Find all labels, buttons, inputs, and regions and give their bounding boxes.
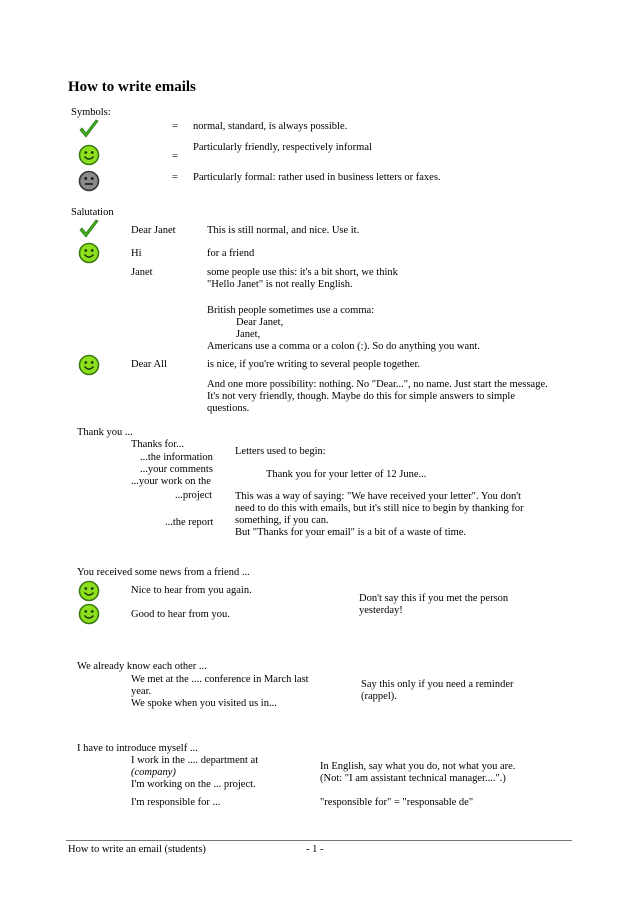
intro-note: In English, say what you do, not what you are. [320, 761, 516, 772]
salutation-desc: is nice, if you're writing to several people together. [207, 359, 420, 370]
page-number: - 1 - [306, 844, 324, 855]
smiley-icon [78, 242, 100, 264]
more-note: It's not very friendly, though. Maybe do this for simple answers to simple [207, 391, 515, 402]
salutation-desc: some people use this: it's a bit short, we think [207, 267, 398, 278]
salutation-desc: "Hello Janet" is not really English. [207, 279, 353, 290]
intro-note: "responsible for" = "responsable de" [320, 797, 474, 808]
comma-note: Americans use a comma or a colon (:). So do anything you want. [207, 341, 480, 352]
intro-note: (Not: "I am assistant technical manager....".) [320, 773, 506, 784]
salutation-term: Dear All [131, 359, 167, 370]
know-phrase: We met at the .... conference in March last [131, 674, 309, 685]
thanks-phrase: Thanks for... [131, 439, 185, 450]
intro-heading: I have to introduce myself ... [77, 743, 198, 754]
thanks-note: This was a way of saying: "We have received your letter". You don't [235, 491, 522, 502]
thanks-heading: Thank you ... [77, 427, 133, 438]
salutation-term: Hi [131, 248, 142, 259]
intro-phrase: I'm working on the ... project. [131, 779, 256, 790]
symbol-check-meaning: normal, standard, is always possible. [193, 121, 348, 132]
thanks-phrase: ...the information [140, 452, 213, 463]
news-heading: You received some news from a friend ... [77, 567, 250, 578]
salutation-desc: for a friend [207, 248, 255, 259]
know-phrase: year. [131, 686, 152, 697]
salutation-desc: This is still normal, and nice. Use it. [207, 225, 360, 236]
comma-example: Dear Janet, [236, 317, 284, 328]
checkmark-icon [78, 218, 100, 240]
smiley-icon [78, 580, 100, 602]
thanks-phrase: ...the report [165, 517, 214, 528]
symbol-friendly-meaning: Particularly friendly, respectively informal [193, 142, 372, 153]
news-note: Don't say this if you met the person [359, 593, 509, 604]
thanks-note: Letters used to begin: [235, 446, 326, 457]
checkmark-icon [78, 118, 100, 140]
thanks-phrase: ...your comments [140, 464, 213, 475]
thanks-note: need to do this with emails, but it's still nice to begin by thanking for [235, 503, 524, 514]
news-phrase: Good to hear from you. [131, 609, 230, 620]
salutation-term: Janet [131, 267, 153, 278]
news-phrase: Nice to hear from you again. [131, 585, 252, 596]
symbols-heading: Symbols: [71, 107, 111, 118]
know-note: (rappel). [361, 691, 397, 702]
intro-phrase: I'm responsible for ... [131, 797, 221, 808]
know-note: Say this only if you need a reminder [361, 679, 514, 690]
thanks-note: Thank you for your letter of 12 June... [266, 469, 427, 480]
news-note: yesterday! [359, 605, 403, 616]
symbol-formal-meaning: Particularly formal: rather used in business letters or faxes. [193, 172, 441, 183]
footer-title: How to write an email (students) [68, 844, 206, 855]
smiley-icon [78, 144, 100, 166]
equals-sign: = [172, 151, 178, 162]
more-note: questions. [207, 403, 250, 414]
salutation-term: Dear Janet [131, 225, 176, 236]
thanks-phrase: ...project [175, 490, 213, 501]
equals-sign: = [172, 121, 178, 132]
salutation-heading: Salutation [71, 207, 114, 218]
neutral-face-icon [78, 170, 100, 192]
page-title: How to write emails [68, 79, 196, 95]
thanks-note: something, if you can. [235, 515, 329, 526]
smiley-icon [78, 354, 100, 376]
comma-example: Janet, [236, 329, 261, 340]
more-note: And one more possibility: nothing. No "Dear...", no name. Just start the message. [207, 379, 548, 390]
footer-divider [66, 840, 572, 841]
thanks-note: But "Thanks for your email" is a bit of a waste of time. [235, 527, 467, 538]
smiley-icon [78, 603, 100, 625]
thanks-phrase: ...your work on the [131, 476, 211, 487]
equals-sign: = [172, 172, 178, 183]
intro-phrase: I work in the .... department at [131, 755, 259, 766]
know-phrase: We spoke when you visited us in... [131, 698, 277, 709]
comma-note: British people sometimes use a comma: [207, 305, 375, 316]
intro-phrase: (company) [131, 767, 176, 778]
know-heading: We already know each other ... [77, 661, 207, 672]
